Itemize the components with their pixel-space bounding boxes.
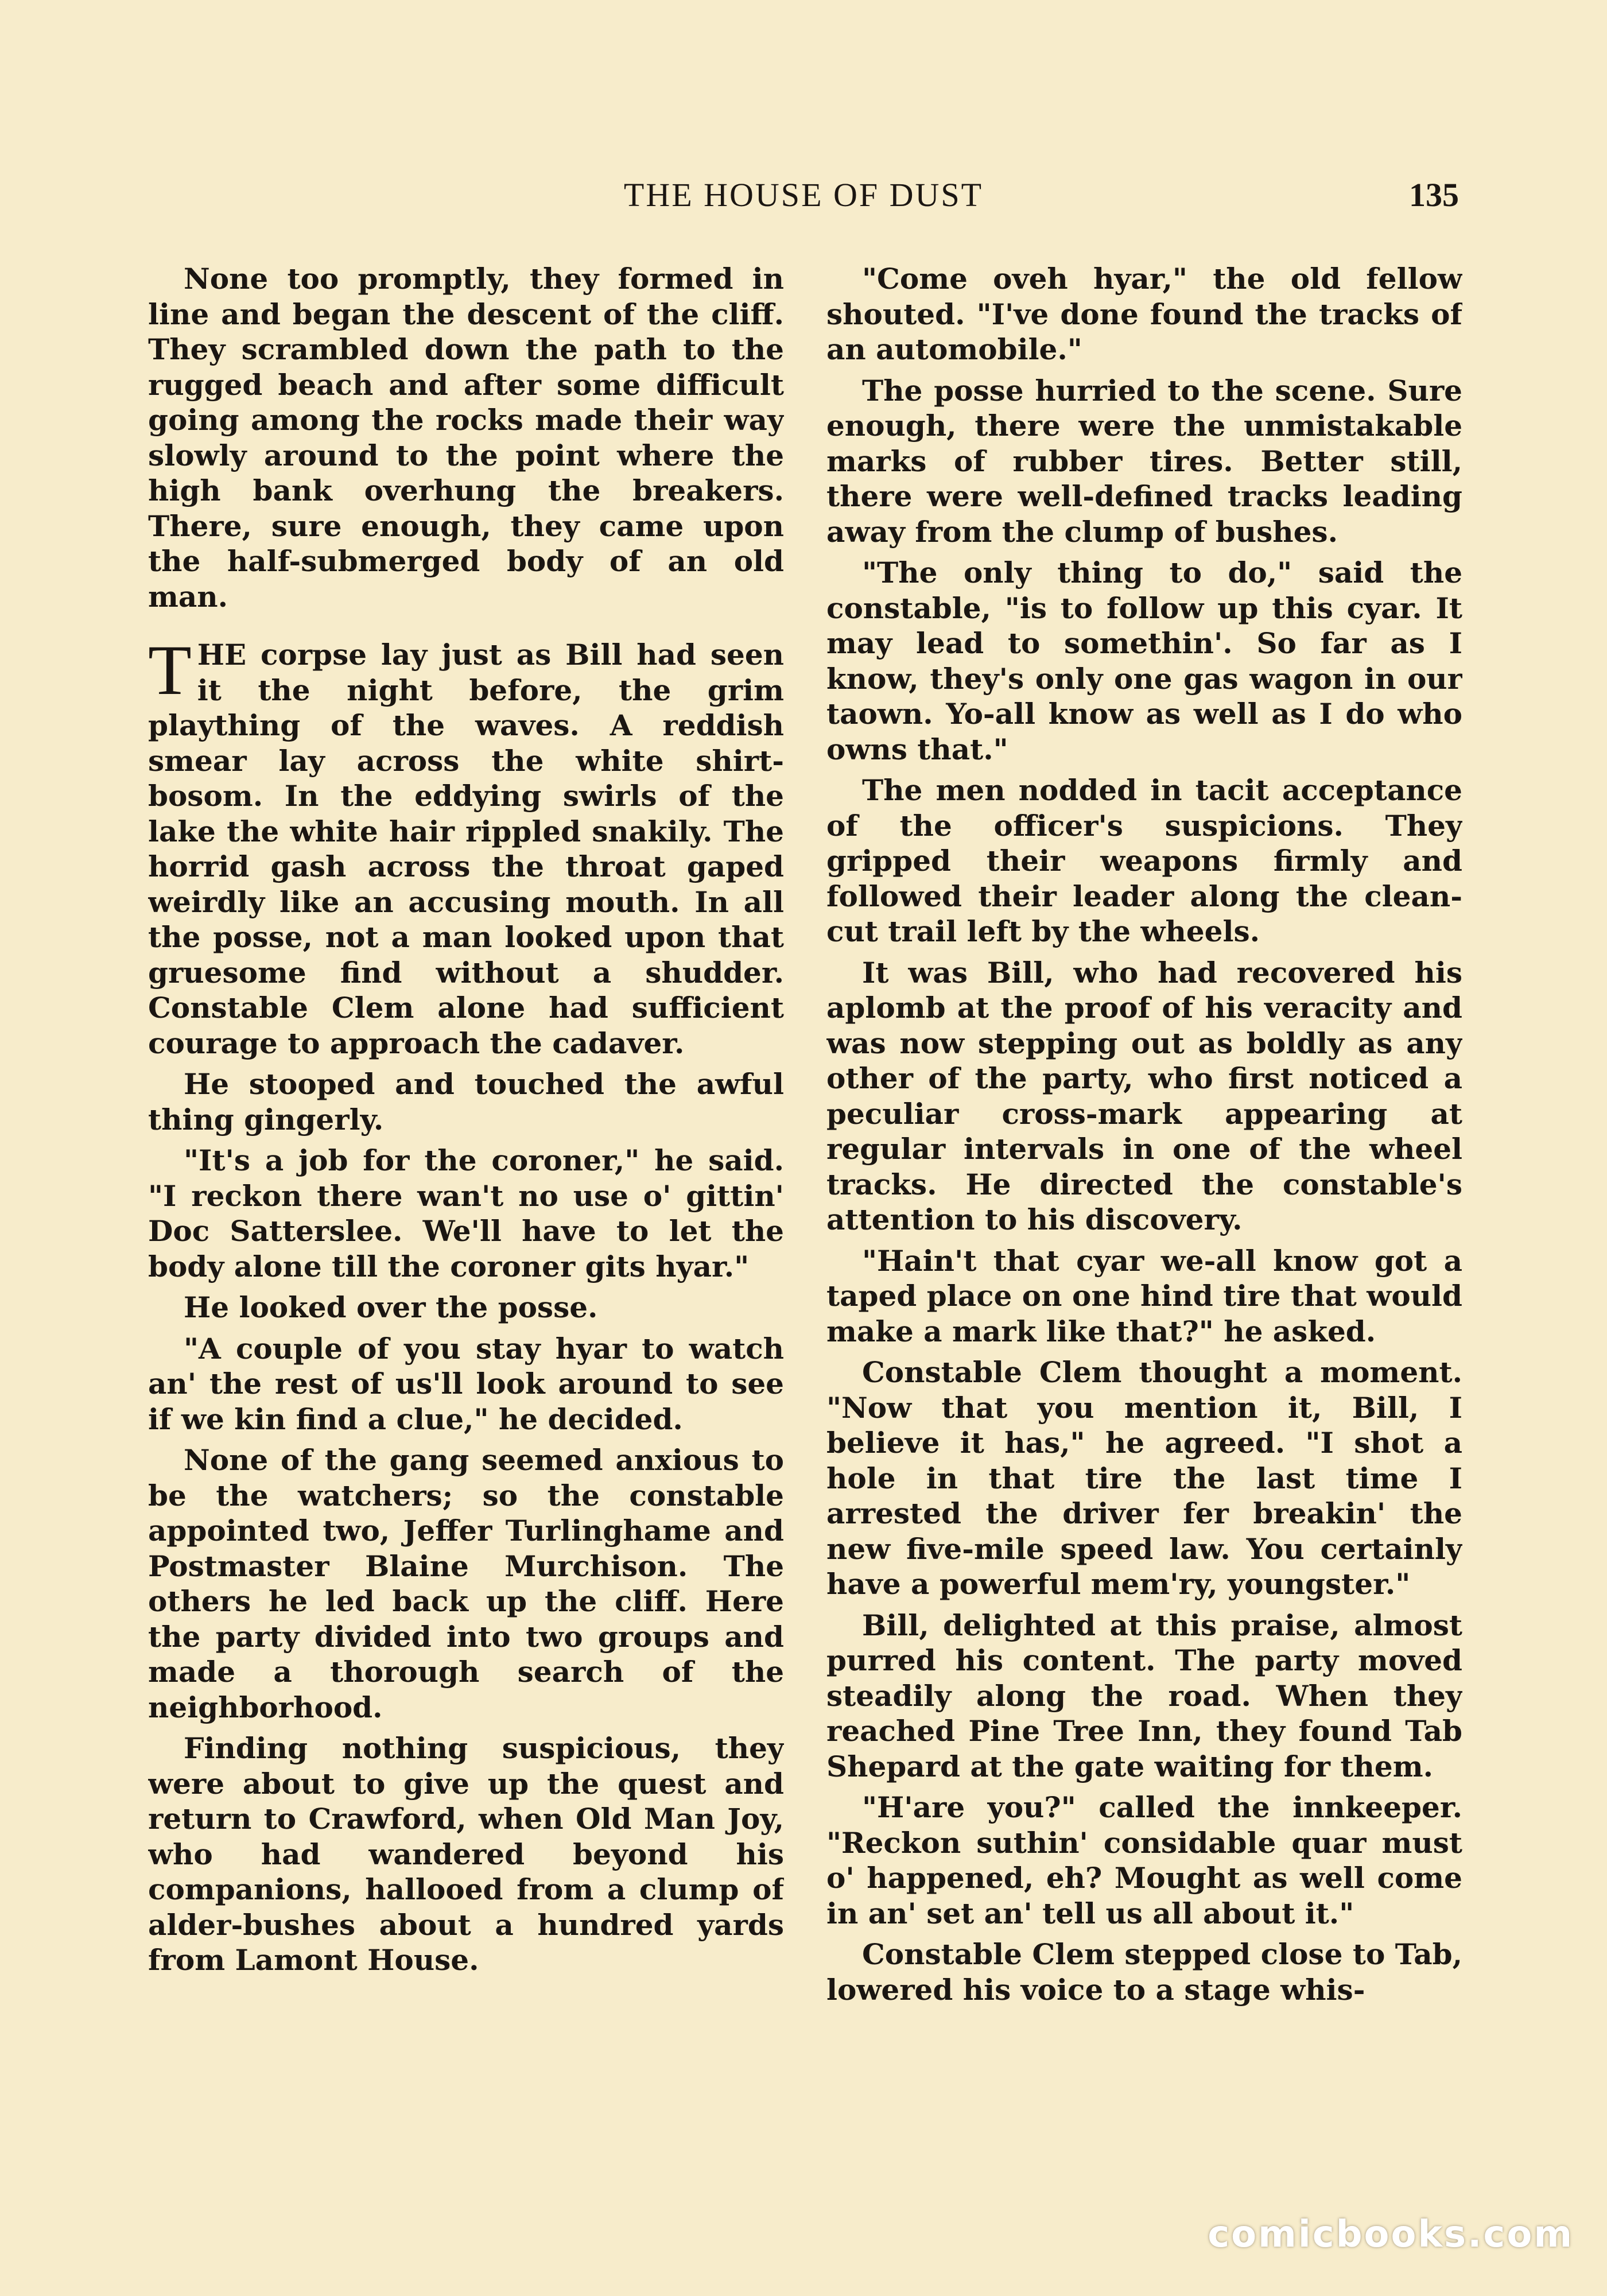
paragraph: He stooped and touched the awful thing gingerly. <box>148 1067 784 1137</box>
right-column <box>826 261 1462 2127</box>
paragraph: "Come oveh hyar," the old fellow shouted. "I've done found the tracks of an automobile." <box>826 262 1462 366</box>
paragraph: "The only thing to do," said the constable, "is to follow up this cyar. It may lead to somethin'. So far as I know, they's only one gas wagon in our taown. Yo-all know as well as I do who owns that." <box>826 556 1462 766</box>
paragraph-text: HE corpse lay just as Bill had seen it the night before, the grim plaything of the waves. A reddish smear lay across the white shirt-bosom. In the eddying swirls of the lake the white hair rippled snakily. The horrid gash across the throat gaped weirdly like an accusing mouth. In all the posse, not a man looked upon that gruesome find without a shudder. Constable Clem alone had sufficient courage to approach the cadaver. <box>148 638 784 1060</box>
paragraph: Constable Clem stepped close to Tab, lowered his voice to a stage whis- <box>826 1937 1462 2007</box>
paragraph: None of the gang seemed anxious to be the watchers; so the constable appointed two, Jeffer Turlinghame and Postmaster Blaine Murchison. The others he led back up the cliff. Here the party divided into two groups and made a thorough search of the neighborhood. <box>148 1443 784 1724</box>
paragraph: Constable Clem thought a moment. "Now that you mention it, Bill, I believe it has," he agreed. "I shot a hole in that tire the last time I arrested the driver fer breakin' the new five-mile speed law. You certainly have a powerful mem'ry, youngster." <box>826 1355 1462 1601</box>
left-column <box>148 261 784 2127</box>
paragraph: None too promptly, they formed in line and began the descent of the cliff. They scrambled down the path to the rugged beach and after some difficult going among the rocks made their way slowly around to the point where the high bank overhung the breakers. There, sure enough, they came upon the half-submerged body of an old man. <box>148 262 784 614</box>
page-number: 135 <box>1409 176 1459 214</box>
paragraph: "Hain't that cyar we-all know got a taped place on one hind tire that would make a mark like that?" he asked. <box>826 1243 1462 1348</box>
page-header <box>148 172 1459 218</box>
paragraph: "It's a job for the coroner," he said. "I reckon there wan't no use o' gittin' Doc Satterslee. We'll have to let the body alone till the coroner gits hyar." <box>148 1143 784 1283</box>
section-start-paragraph <box>148 631 784 1061</box>
paragraph: The men nodded in tacit acceptance of the officer's suspicions. They gripped their weapons firmly and followed their leader along the clean-cut trail left by the wheels. <box>826 773 1462 948</box>
paragraph: Bill, delighted at this praise, almost purred his content. The party moved steadily along the road. When they reached Pine Tree Inn, they found Tab Shepard at the gate waiting for them. <box>826 1608 1462 1783</box>
running-head: THE HOUSE OF DUST <box>623 176 984 214</box>
paragraph: Finding nothing suspicious, they were about to give up the quest and return to Crawford, when Old Man Joy, who had wandered beyond his companions, hallooed from a clump of alder-bushes about a hundred yards from Lamont House. <box>148 1731 784 1977</box>
paragraph: "H'are you?" called the innkeeper. "Reckon suthin' considable quar must o' happened, eh? Mought as well come in an' set an' tell us all about it." <box>826 1790 1462 1930</box>
paragraph: He looked over the posse. <box>184 1290 598 1324</box>
paragraph: It was Bill, who had recovered his aplomb at the proof of his veracity and was now stepping out as boldly as any other of the party, who first noticed a peculiar cross-mark appearing at regular intervals in one of the wheel tracks. He directed the constable's attention to his discovery. <box>826 955 1462 1236</box>
paragraph: The posse hurried to the scene. Sure enough, there were the unmistakable marks of rubber tires. Better still, there were well-defined tracks leading away from the clump of bushes. <box>826 373 1462 549</box>
paragraph: "A couple of you stay hyar to watch an' the rest of us'll look around to see if we kin find a clue," he decided. <box>148 1331 784 1436</box>
site-watermark: comicbooks.com <box>1208 2213 1574 2256</box>
drop-cap: T <box>148 631 192 709</box>
